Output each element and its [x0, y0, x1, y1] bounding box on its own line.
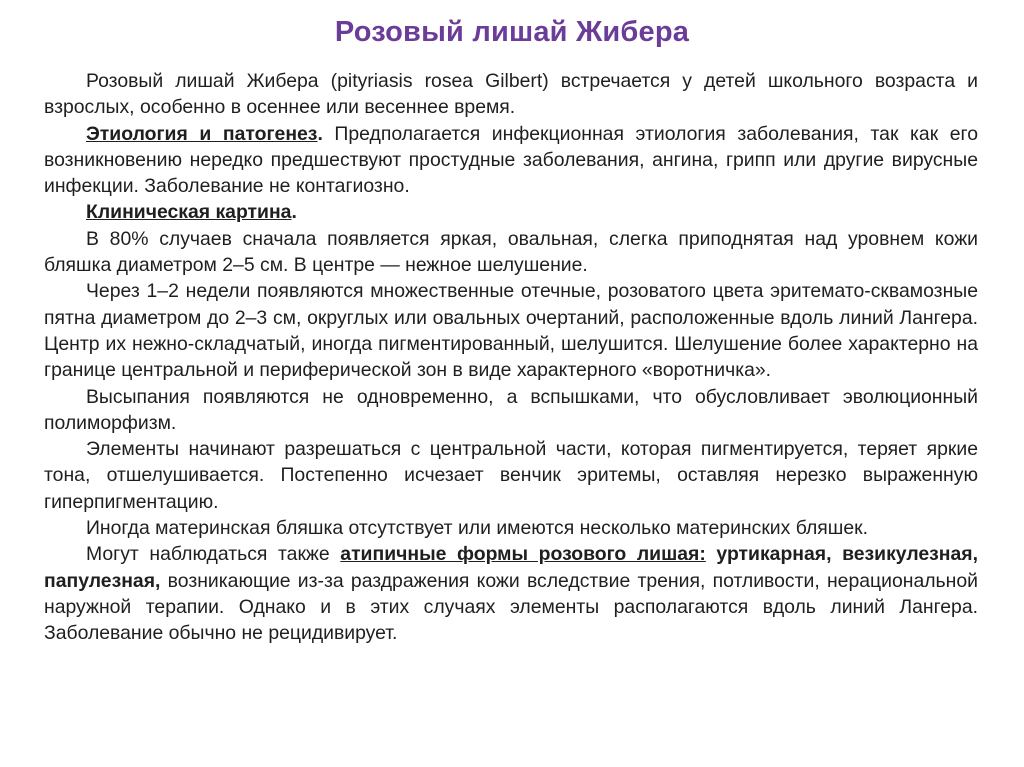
heading-atypical: атипичные формы розового лишая: [340, 543, 706, 566]
page-title: Розовый лишай Жибера [334, 16, 690, 48]
heading-clinical: Клиническая картина [86, 201, 292, 224]
slide-body [44, 68, 978, 647]
paragraph-etiology [44, 121, 978, 200]
heading-clinical-dot: . [291, 201, 297, 224]
paragraph-intro: Розовый лишай Жибера (pityriasis rosea Gilbert) встречается у детей школьного возраста и взрослых, особенно в осеннее или весеннее время. [44, 70, 978, 119]
etiology-text: Предполагается инфекционная этиология заболевания, так как его возникновению нередко предшествуют простудные заболевания, ангина, грипп или другие вирусные инфекции. Заболевание не контагиозно. [44, 122, 978, 198]
paragraph-atypical [44, 541, 978, 646]
atypical-forms: уртикарная, везикулезная, папулезная, [44, 543, 979, 592]
paragraph-mother-plaque: В 80% случаев сначала появляется яркая, овальная, слегка приподнятая над уровнем кожи бляшка диаметром 2–5 см. В центре — нежное шелушение. [44, 227, 978, 277]
atypical-intro: Могут наблюдаться также [86, 543, 341, 566]
paragraph-resolution: Элементы начинают разрешаться с центральной части, которая пигментируется, теряет яркие тона, отшелушивается. Постепенно исчезает венчик эритемы, оставляя нерезко выраженную гиперпигментацию. [44, 438, 978, 513]
heading-etiology: Этиология и патогенез [86, 122, 318, 145]
heading-etiology-dot: . [317, 122, 323, 145]
atypical-text: возникающие из-за раздражения кожи вследствие трения, потливости, нерациональной наружной терапии. Однако и в этих случаях элементы располагаются вдоль линий Лангера. Заболевание обычно не рецидивирует. [44, 569, 978, 645]
paragraph-absence: Иногда материнская бляшка отсутствует или имеются несколько материнских бляшек. [86, 517, 868, 540]
paragraph-clinical-heading [44, 199, 978, 225]
paragraph-rash: Высыпания появляются не одновременно, а вспышками, что обусловливает эволюционный полиморфизм. [44, 385, 978, 434]
paragraph-spots: Через 1–2 недели появляются множественные отечные, розоватого цвета эритемато-сквамозные пятна диаметром до 2–3 см, округлых или овальных очертаний, расположенные вдоль линий Лангера. Центр их нежно-складчатый, иногда пигментированный, шелушится. Шелушение более характерно на границе центральной и периферической зон в виде характерного «воротничка». [44, 280, 978, 382]
